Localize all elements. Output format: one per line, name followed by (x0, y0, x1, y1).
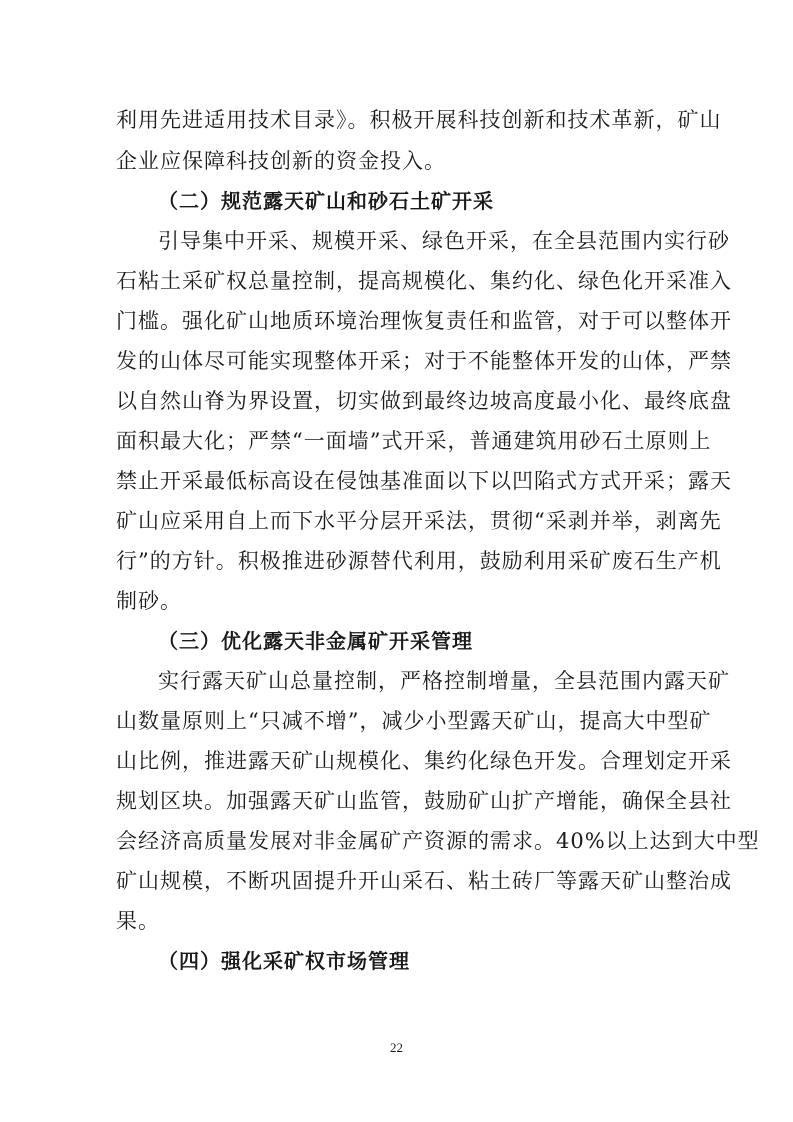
body-line: 发的山体尽可能实现整体开采；对于不能整体开发的山体，严禁 (116, 349, 732, 373)
body-line: 石粘土采矿权总量控制，提高规模化、集约化、绿色化开采准入 (116, 269, 732, 293)
page-number: 22 (390, 1040, 403, 1055)
body-line: 以自然山脊为界设置，切实做到最终边坡高度最小化、最终底盘 (116, 389, 732, 413)
body-line: 引导集中开采、规模开采、绿色开采，在全县范围内实行砂 (158, 229, 730, 253)
body-line: 利用先进适用技术目录》。积极开展科技创新和技术革新，矿山 (116, 108, 722, 132)
body-line: 企业应保障科技创新的资金投入。 (116, 149, 446, 173)
body-line: 实行露天矿山总量控制，严格控制增量，全县范围内露天矿 (158, 669, 730, 693)
section-heading: （四）强化采矿权市场管理 (158, 949, 410, 973)
body-line: 禁止开采最低标高设在侵蚀基准面以下以凹陷式方式开采；露天 (116, 469, 732, 493)
body-line: 规划区块。加强露天矿山监管，鼓励矿山扩产增能，确保全县社 (116, 789, 732, 813)
body-line: 山数量原则上“只减不增”，减少小型露天矿山，提高大中型矿 (116, 709, 712, 733)
body-line: 制砂。 (116, 589, 182, 613)
body-line: 山比例，推进露天矿山规模化、集约化绿色开发。合理划定开采 (116, 749, 732, 773)
body-line: 面积最大化；严禁“一面墙”式开采，普通建筑用砂石土原则上 (116, 429, 712, 453)
body-line: 会经济高质量发展对非金属矿产资源的需求。40%以上达到大中型 (116, 829, 760, 853)
body-line: 矿山应采用自上而下水平分层开采法，贯彻“采剥并举，剥离先 (116, 509, 722, 533)
body-line: 果。 (116, 909, 160, 933)
body-line: 矿山规模，不断巩固提升开山采石、粘土砖厂等露天矿山整治成 (116, 869, 732, 893)
body-line: 行”的方针。积极推进砂源替代利用，鼓励利用采矿废石生产机 (116, 549, 722, 573)
section-heading: （三）优化露天非金属矿开采管理 (158, 629, 473, 653)
body-line: 门槛。强化矿山地质环境治理恢复责任和监管，对于可以整体开 (116, 309, 732, 333)
section-heading: （二）规范露天矿山和砂石土矿开采 (158, 189, 494, 213)
